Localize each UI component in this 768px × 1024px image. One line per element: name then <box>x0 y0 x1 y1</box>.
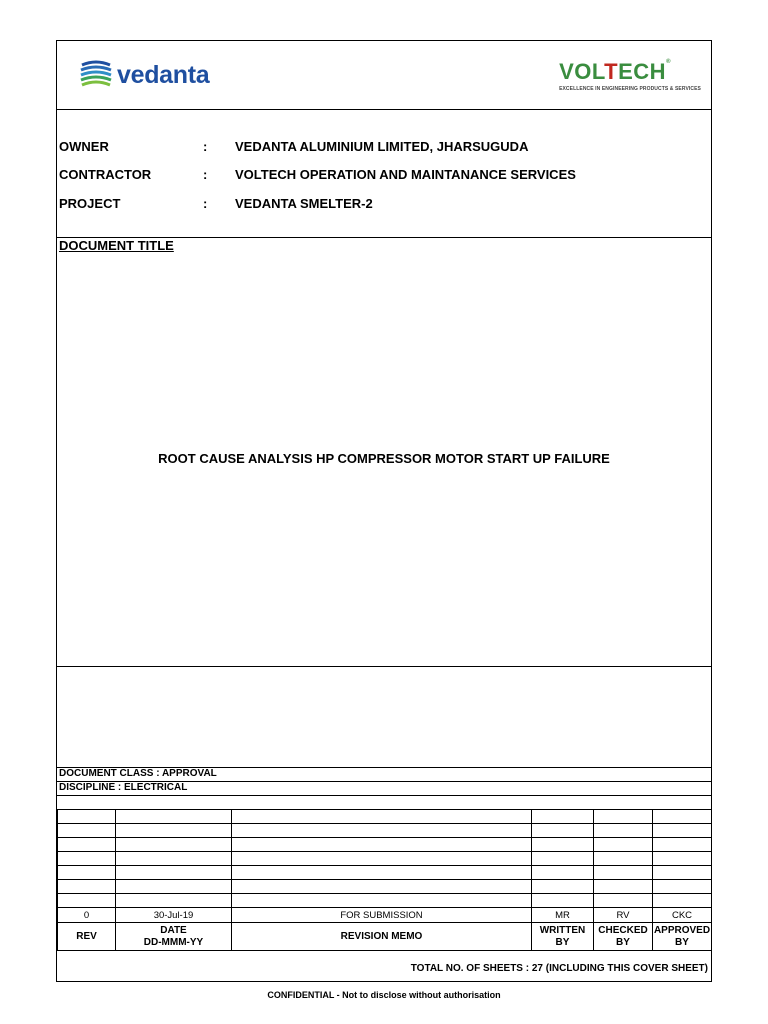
document-title: ROOT CAUSE ANALYSIS HP COMPRESSOR MOTOR START UP FAILURE <box>158 451 610 466</box>
cover-sheet-frame <box>56 40 712 982</box>
written-by-header: WRITTEN BY <box>532 923 594 951</box>
table-row-empty <box>58 852 712 866</box>
table-row-empty <box>58 880 712 894</box>
title-divider <box>57 666 711 667</box>
owner-value: VEDANTA ALUMINIUM LIMITED, JHARSUGUDA <box>235 139 529 154</box>
table-row-empty <box>58 824 712 838</box>
table-row <box>58 908 712 923</box>
owner-label: OWNER <box>59 139 109 154</box>
table-row-empty <box>58 894 712 908</box>
total-sheets: TOTAL NO. OF SHEETS : 27 (INCLUDING THIS COVER SHEET) <box>410 963 708 974</box>
confidential-footer: CONFIDENTIAL - Not to disclose without authorisation <box>267 990 501 1000</box>
checked-by-header: CHECKED BY <box>594 923 653 951</box>
memo-cell: FOR SUBMISSION <box>232 908 532 923</box>
rev-cell: 0 <box>58 908 116 923</box>
contractor-colon: : <box>203 167 208 182</box>
voltech-logo-brand: VOLTECH® <box>559 59 671 84</box>
header-divider <box>57 109 711 110</box>
table-row-empty <box>58 866 712 880</box>
project-colon: : <box>203 196 208 211</box>
rev-header: REV <box>58 923 116 951</box>
project-value: VEDANTA SMELTER-2 <box>235 196 373 211</box>
revision-table <box>57 809 712 951</box>
vedanta-logo-text: vedanta <box>117 60 210 89</box>
vedanta-wave-icon <box>79 59 113 91</box>
table-header-row <box>58 923 712 951</box>
approved-by-header: APPROVED BY <box>653 923 712 951</box>
checked-by-cell: RV <box>594 908 653 923</box>
contractor-value: VOLTECH OPERATION AND MAINTANANCE SERVICES <box>235 167 576 182</box>
memo-header: REVISION MEMO <box>232 923 532 951</box>
discipline: DISCIPLINE : ELECTRICAL <box>59 782 188 793</box>
project-label: PROJECT <box>59 196 121 211</box>
table-row-empty <box>58 838 712 852</box>
document-class: DOCUMENT CLASS : APPROVAL <box>59 768 217 779</box>
approved-by-cell: CKC <box>653 908 712 923</box>
meta-bottom-divider <box>57 795 711 796</box>
date-cell: 30-Jul-19 <box>116 908 232 923</box>
written-by-cell: MR <box>532 908 594 923</box>
table-row-empty <box>58 810 712 824</box>
document-title-label: DOCUMENT TITLE <box>59 238 174 253</box>
date-header: DATE DD-MMM-YY <box>116 923 232 951</box>
voltech-logo <box>559 59 701 92</box>
vedanta-logo <box>79 59 209 91</box>
contractor-label: CONTRACTOR <box>59 167 152 182</box>
owner-colon: : <box>203 139 208 154</box>
voltech-logo-tagline: EXCELLENCE IN ENGINEERING PRODUCTS & SERVICES <box>559 86 701 92</box>
